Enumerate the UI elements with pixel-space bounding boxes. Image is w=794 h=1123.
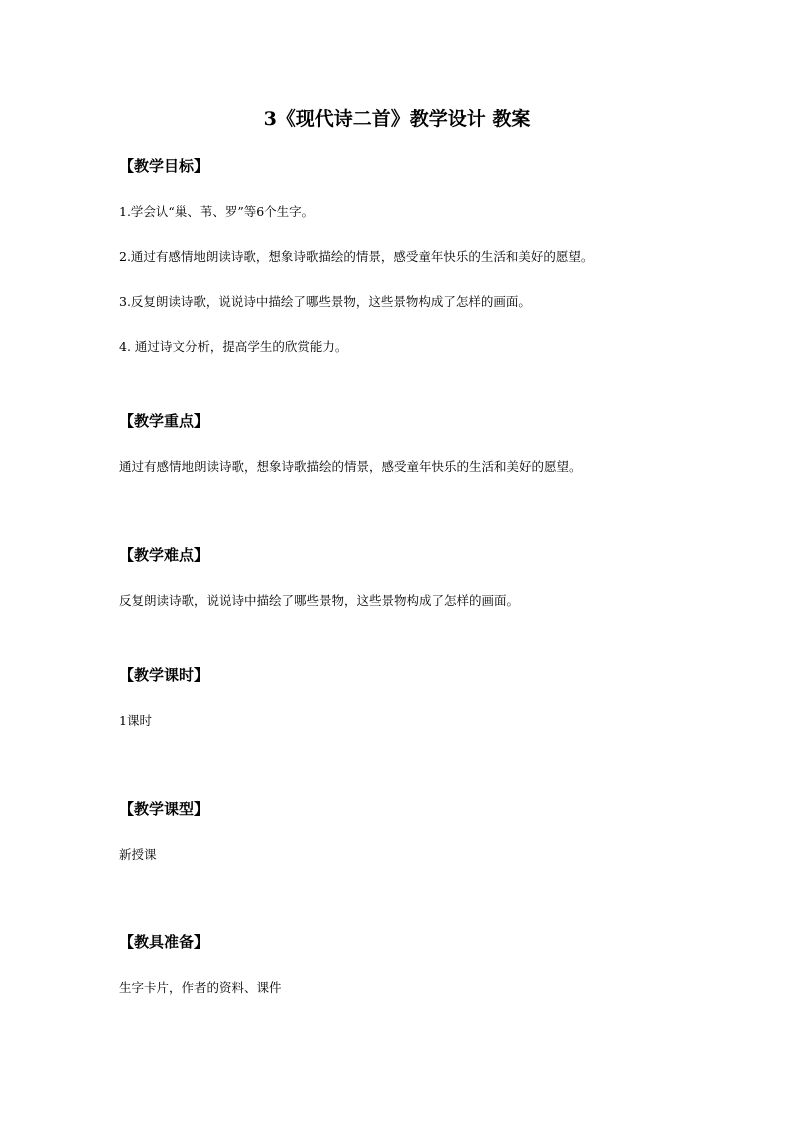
difficulties-text: 反复朗读诗歌，说说诗中描绘了哪些景物，这些景物构成了怎样的画面。 <box>119 593 520 608</box>
key-points-text: 通过有感情地朗读诗歌，想象诗歌描绘的情景，感受童年快乐的生活和美好的愿望。 <box>119 459 582 474</box>
key-points-heading: 【教学重点】 <box>119 412 210 430</box>
lesson-type-text: 新授课 <box>119 847 157 862</box>
objective-item-3: 3.反复朗读诗歌，说说诗中描绘了哪些景物，这些景物构成了怎样的画面。 <box>119 294 531 309</box>
objective-item-4: 4. 通过诗文分析，提高学生的欣赏能力。 <box>119 339 348 354</box>
materials-text: 生字卡片，作者的资料、课件 <box>119 980 282 995</box>
class-hours-text: 1课时 <box>119 713 152 728</box>
lesson-type-heading: 【教学课型】 <box>119 800 210 818</box>
objective-item-1: 1.学会认“巢、苇、罗”等6个生字。 <box>119 204 315 219</box>
document-title: 3《现代诗二首》教学设计 教案 <box>263 108 531 130</box>
materials-heading: 【教具准备】 <box>119 933 210 951</box>
difficulties-heading: 【教学难点】 <box>119 546 210 564</box>
objectives-heading: 【教学目标】 <box>119 157 210 175</box>
class-hours-heading: 【教学课时】 <box>119 666 210 684</box>
objective-item-2: 2.通过有感情地朗读诗歌，想象诗歌描绘的情景，感受童年快乐的生活和美好的愿望。 <box>119 249 594 264</box>
